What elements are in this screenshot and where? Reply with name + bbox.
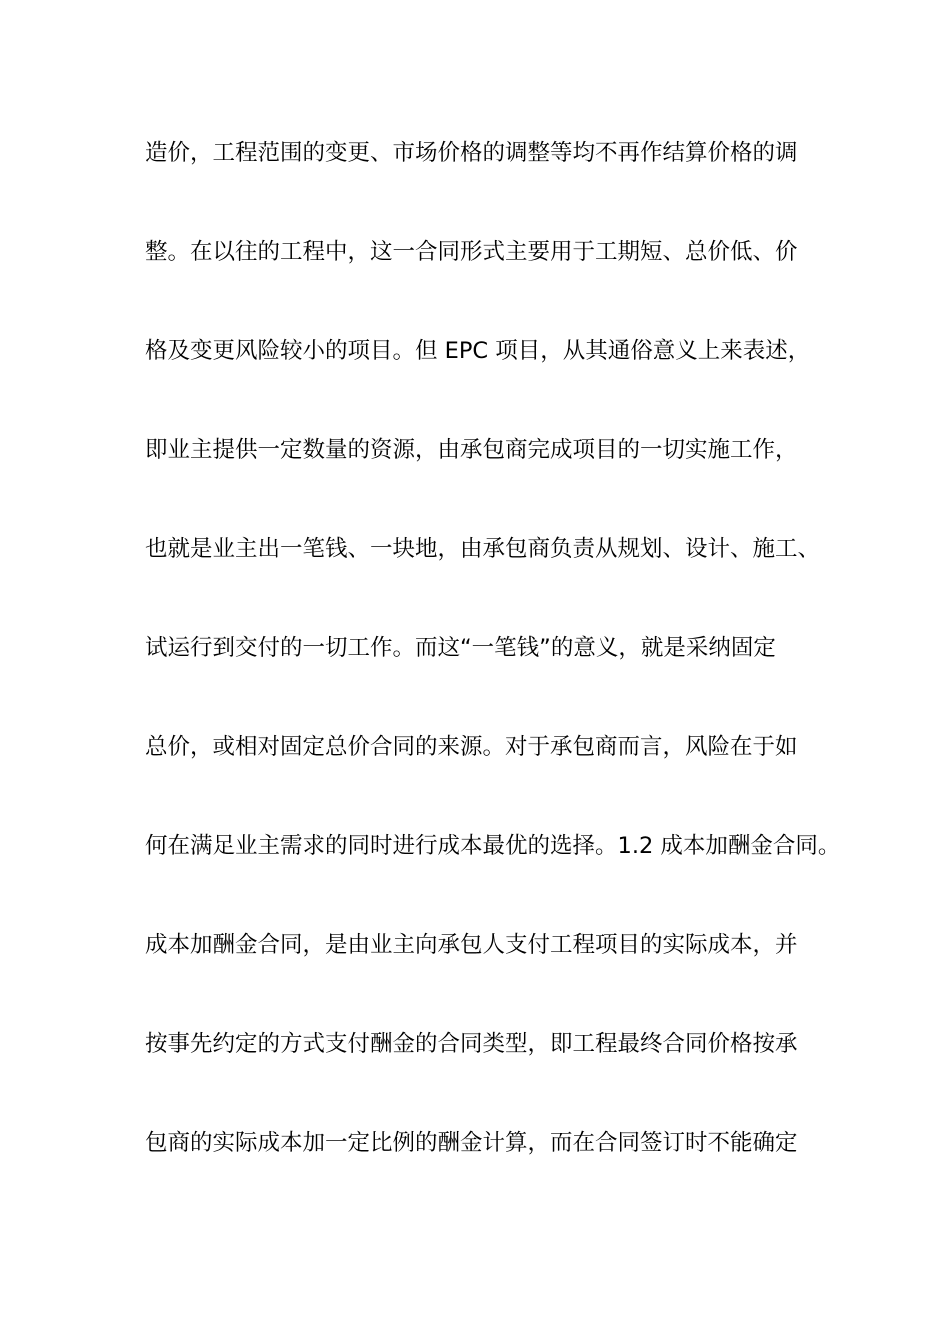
text-line: 格及变更风险较小的项目。但 EPC 项目，从其通俗意义上来表述， <box>145 338 811 364</box>
text-line: 成本加酬金合同，是由业主向承包人支付工程项目的实际成本，并 <box>145 932 798 958</box>
text-line: 整。在以往的工程中，这一合同形式主要用于工期短、总价低、价 <box>145 239 798 265</box>
text-line: 包商的实际成本加一定比例的酬金计算，而在合同签订时不能确定 <box>145 1130 798 1156</box>
text-line: 也就是业主出一笔钱、一块地，由承包商负责从规划、设计、施工、 <box>145 536 821 562</box>
text-line: 按事先约定的方式支付酬金的合同类型，即工程最终合同价格按承 <box>145 1031 798 1057</box>
body-text <box>145 133 845 1222</box>
text-line: 即业主提供一定数量的资源，由承包商完成项目的一切实施工作， <box>145 437 798 463</box>
text-line: 总价，或相对固定总价合同的来源。对于承包商而言，风险在于如 <box>145 734 798 760</box>
text-line: 造价，工程范围的变更、市场价格的调整等均不再作结算价格的调 <box>145 140 798 166</box>
text-line: 何在满足业主需求的同时进行成本最优的选择。1.2 成本加酬金合同。 <box>145 833 841 859</box>
text-line: 试运行到交付的一切工作。而这“一笔钱”的意义，就是采纳固定 <box>145 635 776 661</box>
